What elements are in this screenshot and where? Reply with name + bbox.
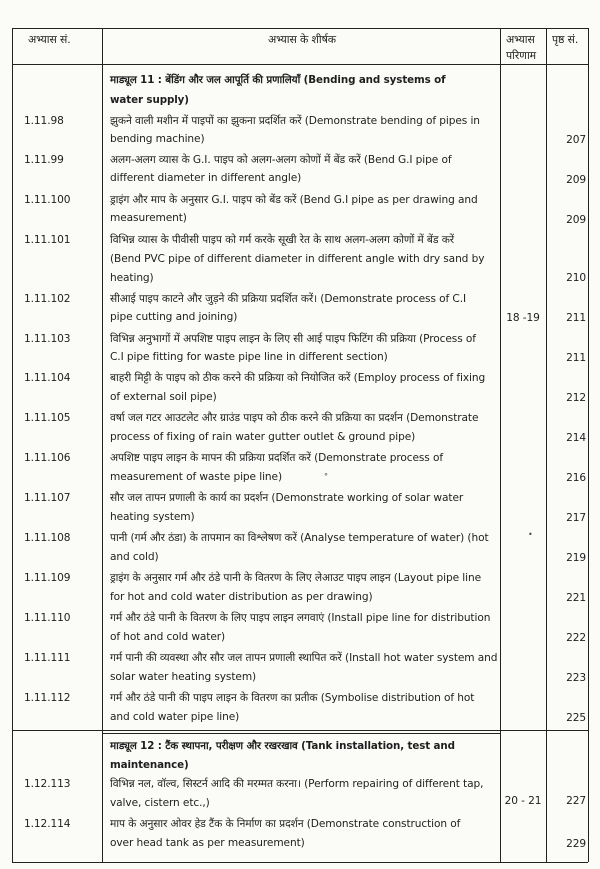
page-number: 207 <box>566 134 586 146</box>
exercise-title-line2: for hot and cold water distribution as per drawing) <box>110 591 373 603</box>
exercise-title-line2: over head tank as per measurement) <box>110 837 305 849</box>
header-page: पृष्ठ सं. <box>552 33 579 46</box>
ink-dot: ° <box>324 472 328 481</box>
exercise-title-line1: माप के अनुसार ओवर हेड टैंक के निर्माण का प्रदर्शन (Demonstrate construction of <box>110 818 461 830</box>
page-number: 209 <box>566 174 586 186</box>
exercise-code: 1.11.101 <box>24 234 71 246</box>
exercise-code: 1.11.112 <box>24 692 71 704</box>
exercise-code: 1.11.103 <box>24 333 71 345</box>
exercise-title-line2: heating system) <box>110 511 195 523</box>
exercise-code: 1.11.109 <box>24 572 71 584</box>
exercise-title-line1: वर्षा जल गटर आउटलेट और ग्राउंड पाइप को ठीक करने की प्रक्रिया का प्रदर्शन (Demonstrate <box>110 412 479 424</box>
page-number: 217 <box>566 512 586 524</box>
page-number: 214 <box>566 432 586 444</box>
page-number: 210 <box>566 272 586 284</box>
exercise-title-line2: (Bend PVC pipe of different diameter in different angle with dry sand by <box>110 253 485 265</box>
page-number: 219 <box>566 552 586 564</box>
exercise-code: 1.11.107 <box>24 492 71 504</box>
exercise-code: 1.11.98 <box>24 115 64 127</box>
page-number: 209 <box>566 214 586 226</box>
module-12-exercise-result: 20 - 21 <box>504 795 542 807</box>
module-12-title-line2: maintenance) <box>110 759 189 771</box>
exercise-title-line1: विभिन्न व्यास के पीवीसी पाइप को गर्म करके सूखी रेत के साथ अलग-अलग कोणों में बेंड करें <box>110 234 454 246</box>
exercise-code: 1.11.100 <box>24 194 71 206</box>
exercise-title-line1: विभिन्न नल, वॉल्व, सिस्टर्न आदि की मरम्मत करना। (Perform repairing of different tap, <box>110 778 484 790</box>
module-divider <box>12 730 588 731</box>
header-title: अभ्यास के शीर्षक <box>268 33 336 46</box>
page-number: 223 <box>566 672 586 684</box>
header-result-line2: परिणाम <box>506 49 537 62</box>
module-12-title-line1: माड्यूल 12 : टैंक स्थापना, परीक्षण और रखरखाव (Tank installation, test and <box>110 740 455 752</box>
table-top-border <box>12 28 588 29</box>
exercise-title-line2: and cold water pipe line) <box>110 711 240 723</box>
page-number: 222 <box>566 632 586 644</box>
exercise-title-line1: गर्म पानी की व्यवस्था और सौर जल तापन प्रणाली स्थापित करें (Install hot water system and <box>110 652 498 664</box>
exercise-title-line2: process of fixing of rain water gutter outlet & ground pipe) <box>110 431 416 443</box>
exercise-title-line2: of hot and cold water) <box>110 631 226 643</box>
exercise-title-line2: measurement) <box>110 212 187 224</box>
page-number: 221 <box>566 592 586 604</box>
exercise-title-line1: विभिन्न अनुभागों में अपशिष्ट पाइप लाइन के लिए सी आई पाइप फिटिंग की प्रक्रिया (Process of <box>110 333 476 345</box>
exercise-title-line2: and cold) <box>110 551 159 563</box>
exercise-code: 1.11.104 <box>24 372 71 384</box>
exercise-title-line1: सौर जल तापन प्रणाली के कार्य का प्रदर्शन (Demonstrate working of solar water <box>110 492 464 504</box>
exercise-title-line1: गर्म और ठंडे पानी के वितरण के लिए पाइप लाइन लगवाएं (Install pipe line for distribution <box>110 612 491 624</box>
column-divider-result <box>546 28 547 862</box>
column-divider-title <box>500 28 501 862</box>
exercise-code: 1.11.105 <box>24 412 71 424</box>
table-right-border <box>588 28 589 862</box>
table-bottom-border <box>12 862 588 863</box>
exercise-code: 1.11.99 <box>24 154 64 166</box>
exercise-title-line2: bending machine) <box>110 133 205 145</box>
page-number: 225 <box>566 712 586 724</box>
exercise-title-line1: सीआई पाइप काटने और जुड़ने की प्रक्रिया प्रदर्शित करें। (Demonstrate process of C.I <box>110 293 467 305</box>
exercise-title-line2: different diameter in different angle) <box>110 172 302 184</box>
exercise-title-line1: ड्राइंग और माप के अनुसार G.I. पाइप को बेंड करें (Bend G.I pipe as per drawing and <box>110 194 478 206</box>
column-divider-code <box>102 28 103 862</box>
page-number: 216 <box>566 472 586 484</box>
page-number: 227 <box>566 795 586 807</box>
page-number: 211 <box>566 312 586 324</box>
module-11-exercise-result: 18 -19 <box>506 312 540 324</box>
exercise-code: 1.12.114 <box>24 818 71 830</box>
exercise-title-line1: झुकने वाली मशीन में पाइपों का झुकना प्रदर्शित करें (Demonstrate bending of pipes in <box>110 115 480 127</box>
exercise-code: 1.11.111 <box>24 652 71 664</box>
page-number: 212 <box>566 392 586 404</box>
exercise-title-line1: पानी (गर्म और ठंडा) के तापमान का विश्लेषण करें (Analyse temperature of water) (hot <box>110 532 489 544</box>
module-divider-inner <box>102 733 500 734</box>
ink-dot: • <box>528 530 533 539</box>
header-bottom-border <box>12 64 588 65</box>
exercise-title-line3: heating) <box>110 272 154 284</box>
exercise-title-line2: solar water heating system) <box>110 671 257 683</box>
page-number: 229 <box>566 838 586 850</box>
module-11-title-line1: माड्यूल 11 : बेंडिंग और जल आपूर्ति की प्रणालियाँ (Bending and systems of <box>110 74 446 86</box>
exercise-code: 1.12.113 <box>24 778 71 790</box>
exercise-title-line2: of external soil pipe) <box>110 391 217 403</box>
table-left-border <box>12 28 13 862</box>
exercise-title-line2: pipe cutting and joining) <box>110 311 238 323</box>
page-number: 211 <box>566 352 586 364</box>
exercise-code: 1.11.102 <box>24 293 71 305</box>
header-result-line1: अभ्यास <box>506 33 535 46</box>
exercise-code: 1.11.106 <box>24 452 71 464</box>
exercise-title-line1: अलग-अलग व्यास के G.I. पाइप को अलग-अलग कोणों में बेंड करें (Bend G.I pipe of <box>110 154 452 166</box>
exercise-title-line2: C.I pipe fitting for waste pipe line in different section) <box>110 351 388 363</box>
header-code: अभ्यास सं. <box>28 33 71 46</box>
module-11-title-line2: water supply) <box>110 94 189 106</box>
exercise-title-line1: ड्राइंग के अनुसार गर्म और ठंडे पानी के वितरण के लिए लेआउट पाइप लाइन (Layout pipe line <box>110 572 482 584</box>
exercise-code: 1.11.108 <box>24 532 71 544</box>
exercise-title-line1: अपशिष्ट पाइप लाइन के मापन की प्रक्रिया प्रदर्शित करें (Demonstrate process of <box>110 452 444 464</box>
exercise-title-line1: गर्म और ठंडे पानी की पाइप लाइन के वितरण का प्रतीक (Symbolise distribution of hot <box>110 692 475 704</box>
exercise-code: 1.11.110 <box>24 612 71 624</box>
exercise-title-line1: बाहरी मिट्टी के पाइप को ठीक करने की प्रक्रिया को नियोजित करें (Employ process of fixing <box>110 372 486 384</box>
exercise-title-line2: valve, cistern etc.,) <box>110 797 210 809</box>
exercise-title-line2: measurement of waste pipe line) <box>110 471 282 483</box>
